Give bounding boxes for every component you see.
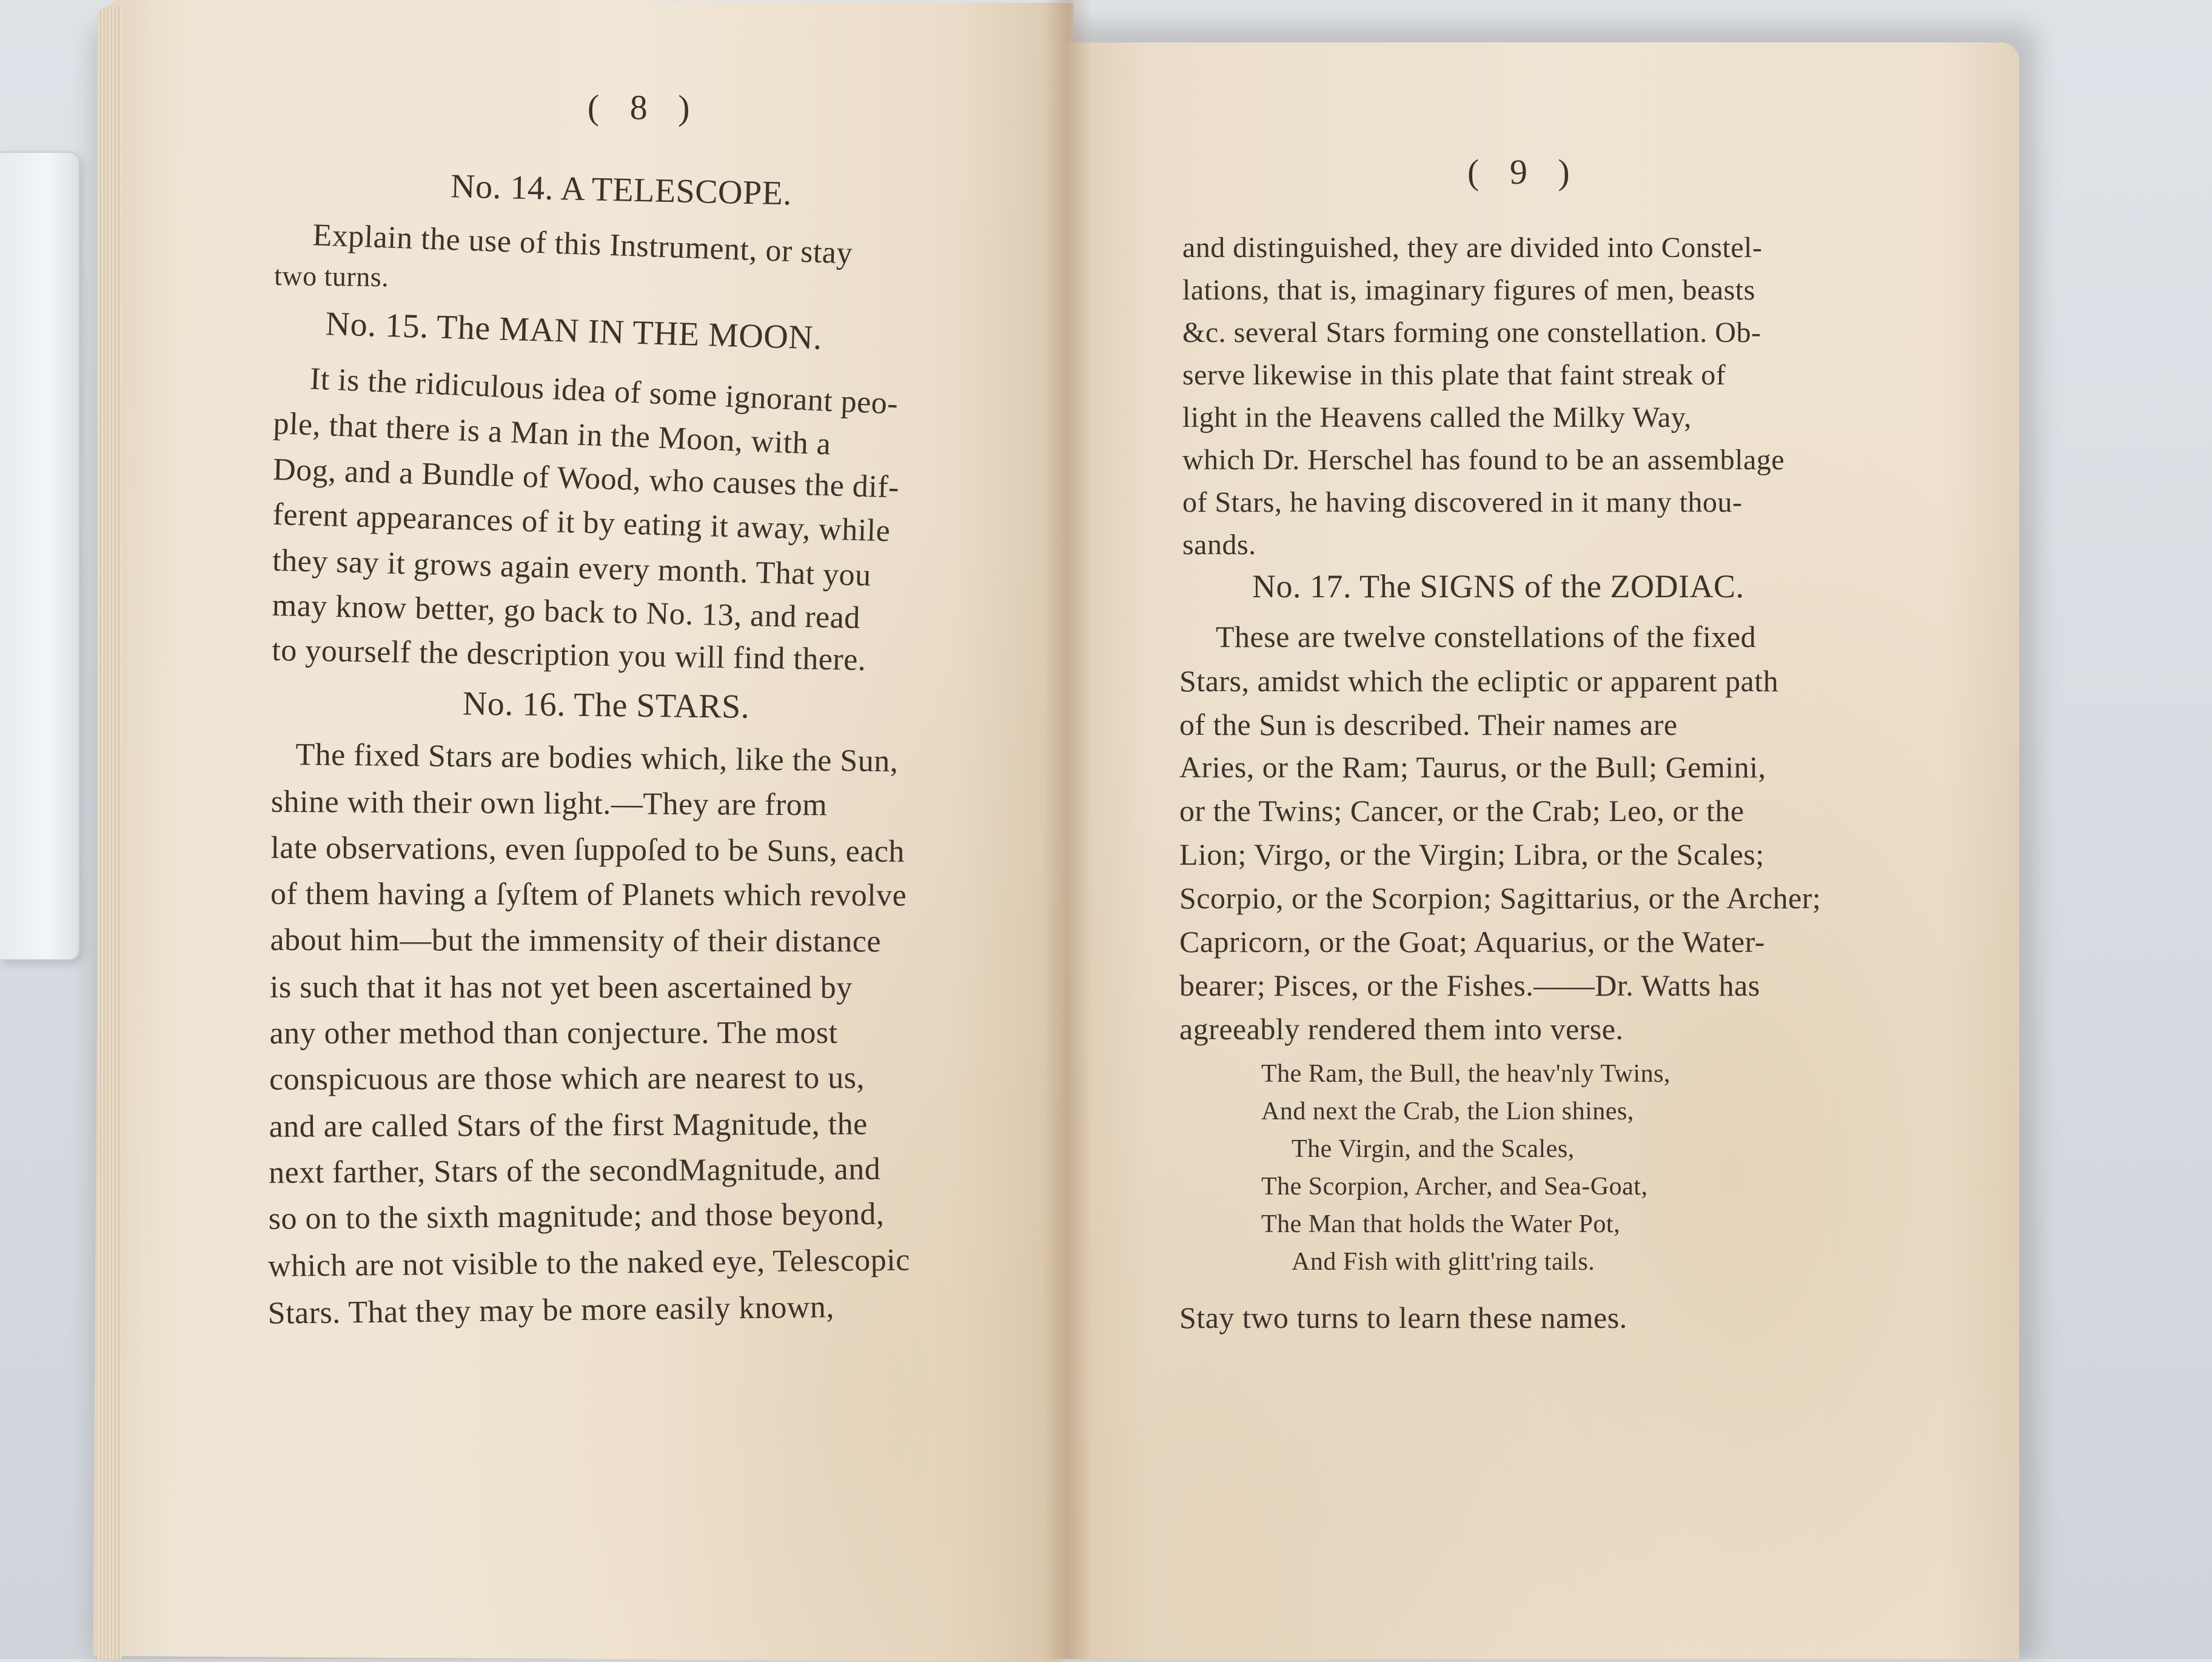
verse-line: And Fish with glitt'ring tails. [1292,1248,1595,1276]
line: shine with their own light.—They are from [270,784,828,823]
line: These are twelve constellations of the fixed [1216,620,1757,654]
line: serve likewise in this plate that faint streak of [1182,359,1726,391]
heading-stars: No. 16. The STARS. [462,685,750,726]
line: Lion; Virgo, or the Virgin; Libra, or the Scales; [1179,837,1765,871]
verse-line: The Ram, the Bull, the heav'nly Twins, [1261,1060,1671,1088]
page-number-right: ( 9 ) [1467,152,1581,192]
line: Aries, or the Ram; Taurus, or the Bull; Gemini, [1179,750,1766,784]
page-number-left: ( 8 ) [587,87,701,128]
line: Dog, and a Bundle of Wood, who causes the dif- [272,452,900,505]
heading-man-in-the-moon: No. 15. The MAN IN THE MOON. [324,305,823,357]
line: of the Sun is described. Their names are [1179,708,1678,742]
line: so on to the sixth magnitude; and those beyond, [268,1196,885,1236]
line: Explain the use of this Instrument, or stay [312,218,853,271]
right-page [1055,42,2019,1659]
line: Scorpio, or the Scorpion; Sagittarius, or the Archer; [1179,881,1822,915]
page-edges [97,6,121,1659]
line: conspicuous are those which are nearest to us, [269,1061,865,1097]
line: any other method than conjecture. The most [269,1016,838,1051]
line: next farther, Stars of the secondMagnitude, and [268,1151,881,1190]
line: about him—but the immensity of their distance [270,922,882,959]
line: agreeably rendered them into verse. [1179,1012,1624,1046]
line: sands. [1182,529,1256,561]
line: which Dr. Herschel has found to be an assemblage [1182,444,1785,476]
verse-line: The Virgin, and the Scales, [1292,1135,1575,1163]
line: and are called Stars of the first Magnitude, the [269,1107,868,1144]
verse-line: And next the Crab, the Lion shines, [1261,1097,1634,1125]
verse-line: The Man that holds the Water Pot, [1261,1210,1621,1238]
line: ferent appearances of it by eating it away, while [272,497,891,549]
line: Stars, amidst which the ecliptic or apparent path [1179,664,1779,698]
line: light in the Heavens called the Milky Way, [1182,401,1692,434]
line: two turns. [273,260,389,293]
closing-line: Stay two turns to learn these names. [1179,1301,1627,1335]
plastic-clip-holder [0,152,80,960]
line: bearer; Pisces, or the Fishes.——Dr. Watts has [1179,968,1760,1002]
line: lations, that is, imaginary figures of men, beasts [1182,274,1755,306]
verse-line: The Scorpion, Archer, and Sea-Goat, [1261,1173,1648,1201]
line: of them having a ſyſtem of Planets which revolve [270,876,907,913]
line: &c. several Stars forming one constellation. Ob- [1182,317,1761,349]
line: ple, that there is a Man in the Moon, with a [272,406,832,462]
line: The fixed Stars are bodies which, like the Sun, [295,737,899,779]
line: to yourself the description you will find there. [271,632,866,678]
book-gutter [1043,0,1091,1659]
line: they say it grows again every month. That you [272,543,872,593]
line: late observations, even ſuppoſed to be Suns, each [270,830,905,870]
heading-telescope: No. 14. A TELESCOPE. [450,167,793,213]
left-page [93,0,1073,1662]
heading-signs-of-the-zodiac: No. 17. The SIGNS of the ZODIAC. [1252,568,1744,605]
line: which are not visible to the naked eye, Telescopic [267,1242,911,1284]
line: may know better, go back to No. 13, and read [272,588,861,635]
line: is such that it has not yet been ascertained by [270,970,853,1005]
line: of Stars, he having discovered in it many thou- [1182,486,1743,518]
line: Capricorn, or the Goat; Aquarius, or the Water- [1179,925,1765,959]
line: and distinguished, they are divided into Constel- [1182,232,1763,264]
line: Stars. That they may be more easily known, [267,1290,835,1331]
line: or the Twins; Cancer, or the Crab; Leo, or the [1179,794,1744,828]
line: It is the ridiculous idea of some ignorant peo- [309,361,899,421]
